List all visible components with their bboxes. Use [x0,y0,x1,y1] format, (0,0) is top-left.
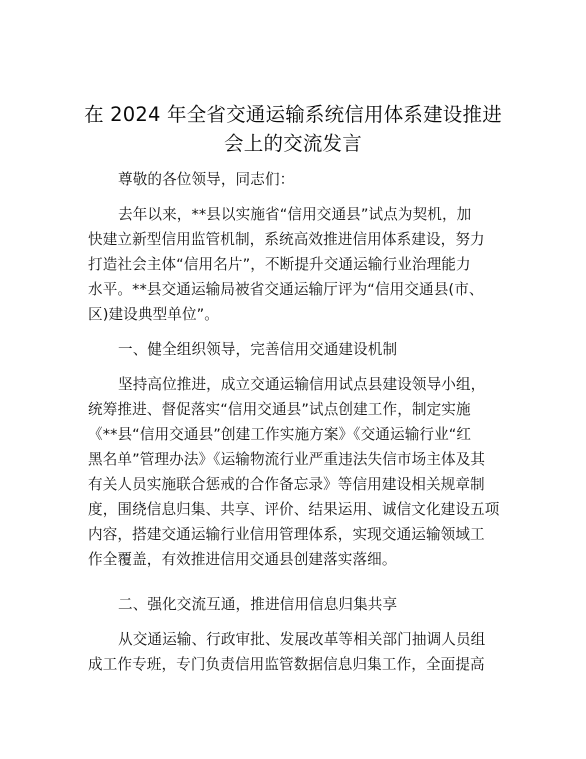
document-title-line-2: 会上的交流发言 [224,132,362,155]
paragraph-1-line-5: 区)建设典型单位”。 [88,306,220,323]
section-1-heading: 一、健全组织领导，完善信用交通建设机制 [118,341,398,358]
paragraph-1-line-4: 水平。**县交通运输局被省交通运输厅评为“信用交通县(市、 [88,281,484,298]
paragraph-3-line-1: 从交通运输、行政审批、发展改革等相关部门抽调人员组 [118,631,486,648]
paragraph-2-line-5: 有关人员实施联合惩戒的合作备忘录》等信用建设相关规章制 [88,476,485,493]
salutation: 尊敬的各位领导，同志们： [118,171,295,188]
paragraph-1-line-2: 快建立新型信用监管机制，系统高效推进信用体系建设，努力 [88,231,485,248]
paragraph-2-line-7: 内容，搭建交通运输行业信用管理体系，实现交通运输领域工 [88,526,485,543]
paragraph-2-line-3: 《**县“信用交通县”创建工作实施方案》《交通运输行业“红 [88,426,472,443]
section-2-heading: 二、强化交流互通，推进信用信息归集共享 [118,596,398,613]
paragraph-2-line-2: 统筹推进、督促落实“信用交通县”试点创建工作，制定实施 [88,401,471,418]
document-title-line-1: 在 2024 年全省交通运输系统信用体系建设推进 [84,103,502,126]
paragraph-3-line-2: 成工作专班，专门负责信用监管数据信息归集工作，全面提高 [88,656,485,673]
paragraph-2-line-6: 度，围绕信息归集、共享、评价、结果运用、诚信文化建设五项 [88,501,500,518]
paragraph-2-line-8: 作全覆盖，有效推进信用交通县创建落实落细。 [88,551,397,568]
paragraph-1-line-3: 打造社会主体“信用名片”，不断提升交通运输行业治理能力 [88,256,471,273]
paragraph-2-line-4: 黑名单”管理办法》《运输物流行业严重违法失信市场主体及其 [88,451,486,468]
paragraph-2-line-1: 坚持高位推进，成立交通运输信用试点县建设领导小组， [118,376,486,393]
paragraph-1-line-1: 去年以来，**县以实施省“信用交通县”试点为契机，加 [118,206,472,223]
